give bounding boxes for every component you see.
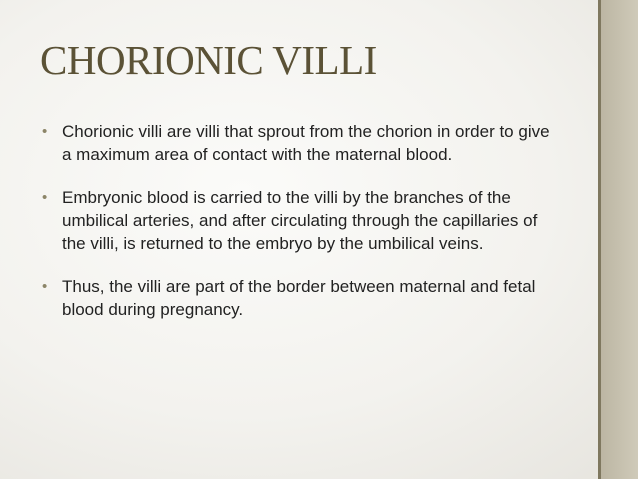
- bullet-icon: •: [42, 278, 48, 295]
- bullet-list: [40, 120, 560, 341]
- bullet-icon: •: [42, 189, 48, 206]
- bullet-item: [40, 275, 560, 321]
- side-accent-bar: [601, 0, 638, 479]
- bullet-icon: •: [42, 123, 48, 140]
- slide-title: CHORIONIC VILLI: [40, 37, 377, 83]
- bullet-item: [40, 120, 560, 166]
- bullet-item: [40, 186, 560, 255]
- bullet-text: Chorionic villi are villi that sprout from the chorion in order to give a maximum area of contact with the maternal blood.: [62, 122, 550, 164]
- bullet-text: Thus, the villi are part of the border between maternal and fetal blood during pregnancy.: [62, 277, 536, 319]
- bullet-text: Embryonic blood is carried to the villi by the branches of the umbilical arteries, and after circulating through the capillaries of the villi, is returned to the embryo by the umbilical veins.: [62, 188, 538, 253]
